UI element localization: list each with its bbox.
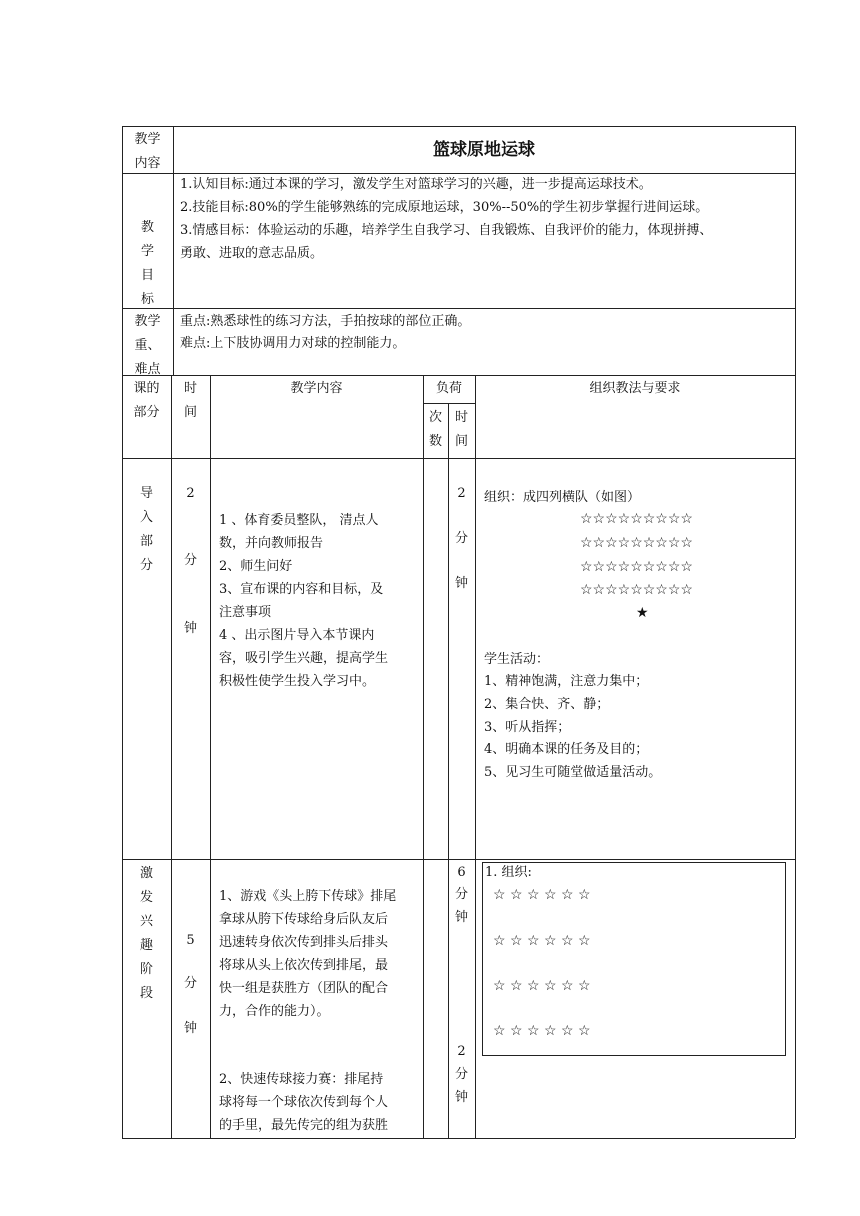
section1-time-unit: 分 xyxy=(183,553,197,568)
section1-content-line: 3、宣布课的内容和目标，及 xyxy=(219,582,384,597)
section1-org-title: 组织：成四列横队（如图） xyxy=(484,490,641,505)
section2-content-line: 1、游戏《头上胯下传球》排尾 xyxy=(219,889,397,904)
section2-time-unit: 分 xyxy=(183,976,197,991)
section2-content-line: 球将每一个球依次传到每个人 xyxy=(219,1095,389,1110)
teacher-star-icon: ★ xyxy=(636,605,649,621)
student-star-row: ☆ ☆ ☆ ☆ ☆ ☆ xyxy=(493,933,591,949)
col-header-count-char: 次 xyxy=(428,410,442,425)
col-header-part-line: 课的 xyxy=(133,381,160,396)
student-star-row: ☆☆☆☆☆☆☆☆☆ xyxy=(580,559,693,575)
objectives-label-char: 教 xyxy=(140,220,154,235)
section1-activity: 2、集合快、齐、静； xyxy=(484,697,610,712)
section2-content-line: 拿球从胯下传球给身后队友后 xyxy=(219,912,389,927)
section2-part-char: 趣 xyxy=(139,938,153,953)
key-difficulty: 难点:上下肢协调用力对球的控制能力。 xyxy=(180,336,406,351)
col-header-time-char: 间 xyxy=(183,405,197,420)
table-border-top xyxy=(122,126,795,127)
section1-part xyxy=(122,482,171,578)
header-label-line: 教学 xyxy=(134,132,161,147)
section2-load-time-unit: 分 xyxy=(454,1067,468,1082)
section1-activities-title: 学生活动： xyxy=(484,652,550,667)
section1-time-unit: 钟 xyxy=(183,621,197,636)
objective-skill: 2.技能目标:80%的学生能够熟练的完成原地运球，30%--50%的学生初步掌握行进间运球。 xyxy=(180,200,709,215)
student-star-row: ☆☆☆☆☆☆☆☆☆ xyxy=(580,535,693,551)
section2-content-line: 快一组是获胜方（团队的配合 xyxy=(219,981,389,996)
section2-load-time-unit: 分 xyxy=(454,887,468,902)
key-focus: 重点:熟悉球性的练习方法，手拍按球的部位正确。 xyxy=(180,314,471,329)
row-divider xyxy=(122,458,795,459)
section2-content-line: 将球从头上依次传到排尾，最 xyxy=(219,958,389,973)
col-header-part-line: 部分 xyxy=(133,405,160,420)
section2-time-unit: 钟 xyxy=(183,1021,197,1036)
header-label xyxy=(122,128,173,176)
col-divider xyxy=(210,375,211,1138)
keypoints-label-line: 教学 xyxy=(134,314,161,329)
col-header-load-time-char: 间 xyxy=(454,434,468,449)
section2-part-char: 段 xyxy=(139,986,153,1001)
table-border-bottom xyxy=(122,1138,795,1139)
table-border-right xyxy=(795,126,796,1138)
section2-content-line: 的手里，最先传完的组为获胜 xyxy=(219,1118,389,1133)
section1-content-line: 数，并向教师报告 xyxy=(219,536,324,551)
student-star-row: ☆ ☆ ☆ ☆ ☆ ☆ xyxy=(493,978,591,994)
objective-cognitive: 1.认知目标:通过本课的学习，激发学生对篮球学习的兴趣，进一步提高运球技术。 xyxy=(180,177,652,192)
student-star-row: ☆☆☆☆☆☆☆☆☆ xyxy=(580,511,693,527)
page-title: 篮球原地运球 xyxy=(433,140,535,160)
col-divider xyxy=(423,375,424,1138)
student-star-row: ☆ ☆ ☆ ☆ ☆ ☆ xyxy=(493,1023,591,1039)
section2-time-value: 5 xyxy=(186,933,195,948)
section2-content-line: 力，合作的能力）。 xyxy=(219,1004,330,1019)
col-header-part xyxy=(122,377,171,425)
section1-content-line: 积极性使学生投入学习中。 xyxy=(219,674,376,689)
section2-org-title: 1. 组织: xyxy=(485,865,532,880)
section1-load-time: 2 xyxy=(457,486,466,501)
student-star-row: ☆ ☆ ☆ ☆ ☆ ☆ xyxy=(493,887,591,903)
section1-activity: 4、明确本课的任务及目的； xyxy=(484,742,649,757)
section2-load-time-unit: 钟 xyxy=(454,910,468,925)
section1-activity: 1、精神饱满，注意力集中； xyxy=(484,674,649,689)
keypoints-label-line: 难点 xyxy=(134,362,161,377)
objective-affective: 3.情感目标：体验运动的乐趣，培养学生自我学习、自我锻炼、自我评价的能力，体现拼搏、 xyxy=(180,223,713,238)
row-divider xyxy=(122,308,795,309)
section1-load-time-unit: 分 xyxy=(454,531,468,546)
section1-activity: 5、见习生可随堂做适量活动。 xyxy=(484,765,662,780)
col-divider xyxy=(475,375,476,1138)
col-divider xyxy=(173,126,174,376)
section1-time-value: 2 xyxy=(186,486,195,501)
section1-content-line: 1 、体育委员整队， 清点人 xyxy=(219,513,379,528)
section1-content-line: 4 、出示图片导入本节课内 xyxy=(219,628,375,643)
objectives-label-char: 标 xyxy=(140,292,154,307)
objectives-label-char: 目 xyxy=(140,268,154,283)
col-header-load: 负荷 xyxy=(435,381,462,396)
section1-activity: 3、听从指挥； xyxy=(484,720,571,735)
col-header-load-time xyxy=(448,406,475,454)
col-divider xyxy=(448,403,449,1138)
section2-load-time: 6 xyxy=(457,865,466,880)
col-header-method: 组织教法与要求 xyxy=(589,381,681,396)
section2-part-char: 阶 xyxy=(139,962,153,977)
section2-content-line: 迅速转身依次传到排头后排头 xyxy=(219,935,389,950)
objectives-label-char: 学 xyxy=(140,244,154,259)
col-header-count-char: 数 xyxy=(428,434,442,449)
col-header-time xyxy=(171,377,210,425)
section2-load-time-unit: 钟 xyxy=(454,1090,468,1105)
col-header-count xyxy=(423,406,448,454)
section1-load-time-unit: 钟 xyxy=(454,576,468,591)
keypoints-label-line: 重、 xyxy=(134,338,161,353)
col-header-load-time-char: 时 xyxy=(454,410,468,425)
section1-content-line: 注意事项 xyxy=(219,605,272,620)
section1-part-char: 部 xyxy=(139,534,153,549)
keypoints-label xyxy=(122,310,173,382)
section1-content-line: 2、师生问好 xyxy=(219,559,293,574)
student-star-row: ☆☆☆☆☆☆☆☆☆ xyxy=(580,582,693,598)
objectives-label xyxy=(122,216,173,312)
header-label-line: 内容 xyxy=(134,156,161,171)
col-header-time-char: 时 xyxy=(183,381,197,396)
section2-content-line: 2、快速传球接力赛：排尾持 xyxy=(219,1072,384,1087)
row-divider xyxy=(423,403,475,404)
objective-affective-cont: 勇敢、进取的意志品质。 xyxy=(180,246,324,261)
row-divider xyxy=(122,859,795,860)
section1-content-line: 容，吸引学生兴趣，提高学生 xyxy=(219,651,389,666)
section1-part-char: 分 xyxy=(139,558,153,573)
section2-part-char: 兴 xyxy=(139,914,153,929)
section2-part-char: 激 xyxy=(139,866,153,881)
row-divider xyxy=(122,375,795,376)
formation-diagram-box xyxy=(482,862,786,1056)
section2-part-char: 发 xyxy=(139,890,153,905)
section1-part-char: 导 xyxy=(139,486,153,501)
col-header-content: 教学内容 xyxy=(290,381,343,396)
section2-load-time: 2 xyxy=(457,1044,466,1059)
section2-part xyxy=(122,862,171,1006)
section1-part-char: 入 xyxy=(139,510,153,525)
